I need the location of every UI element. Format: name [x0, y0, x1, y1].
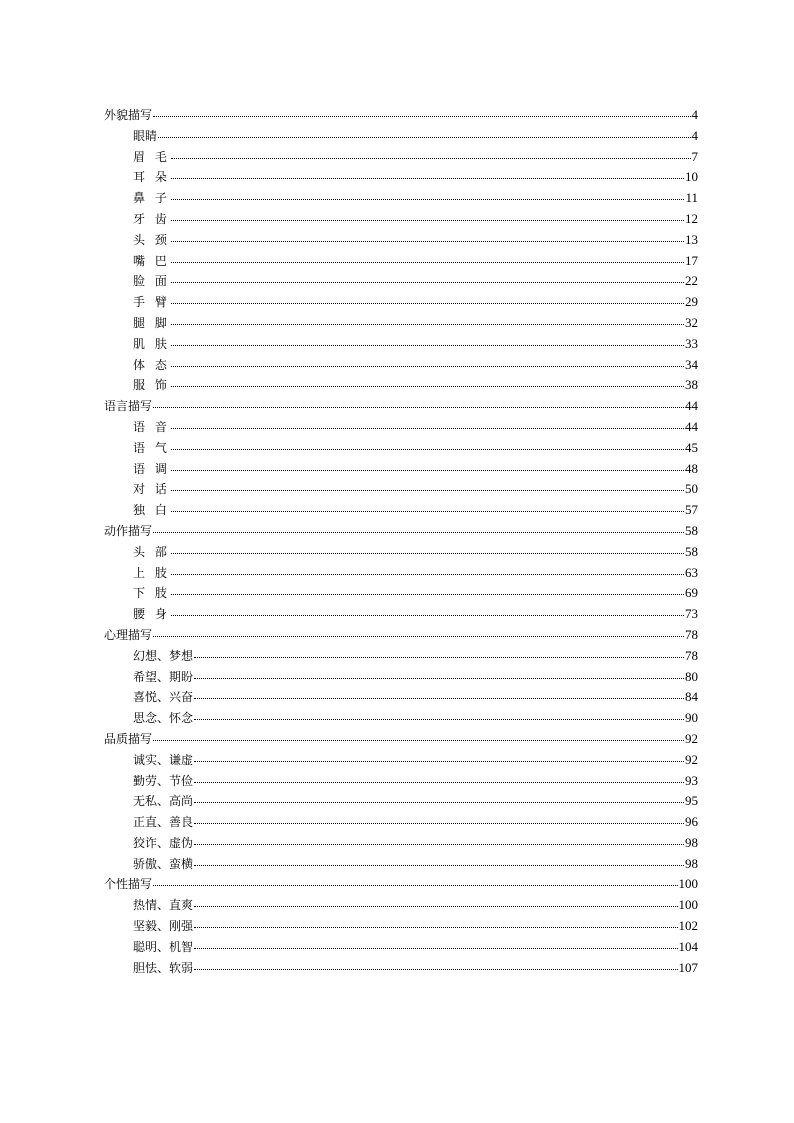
toc-page-number: 45: [685, 439, 698, 455]
toc-entry-title: 品质描写: [104, 731, 153, 746]
toc-entry-title: 语 气: [133, 440, 170, 455]
toc-entry-title: 动作描写: [104, 523, 153, 538]
toc-subsection-entry[interactable]: [104, 313, 698, 334]
toc-page-number: 80: [685, 668, 698, 684]
toc-dot-leader: [194, 802, 684, 803]
toc-subsection-entry[interactable]: [104, 854, 698, 875]
toc-entry-title: 热情、直爽: [133, 898, 194, 913]
toc-dot-leader: [171, 345, 684, 346]
toc-subsection-entry[interactable]: [104, 708, 698, 729]
toc-section-entry[interactable]: [104, 396, 698, 417]
toc-entry-title: 耳 朵: [133, 170, 170, 185]
toc-entry-title: 对 话: [133, 482, 170, 497]
toc-dot-leader: [194, 948, 677, 949]
toc-subsection-entry[interactable]: [104, 916, 698, 937]
toc-subsection-entry[interactable]: [104, 292, 698, 313]
toc-dot-leader: [171, 428, 684, 429]
toc-entry-title: 独 白: [133, 503, 170, 518]
toc-entry-title: 无私、高尚: [133, 794, 194, 809]
toc-page-number: 95: [685, 793, 698, 809]
toc-dot-leader: [171, 553, 684, 554]
toc-page-number: 93: [685, 772, 698, 788]
toc-dot-leader: [194, 865, 684, 866]
toc-subsection-entry[interactable]: [104, 583, 698, 604]
toc-subsection-entry[interactable]: [104, 833, 698, 854]
toc-entry-title: 语 音: [133, 419, 170, 434]
toc-dot-leader: [194, 761, 684, 762]
toc-dot-leader: [171, 511, 684, 512]
toc-subsection-entry[interactable]: [104, 542, 698, 563]
toc-subsection-entry[interactable]: [104, 271, 698, 292]
toc-page-number: 107: [678, 959, 698, 975]
toc-subsection-entry[interactable]: [104, 438, 698, 459]
toc-entry-title: 聪明、机智: [133, 939, 194, 954]
toc-entry-title: 希望、期盼: [133, 669, 194, 684]
toc-entry-title: 牙 齿: [133, 211, 170, 226]
toc-subsection-entry[interactable]: [104, 417, 698, 438]
toc-page-number: 32: [685, 314, 698, 330]
toc-subsection-entry[interactable]: [104, 251, 698, 272]
toc-entry-title: 个性描写: [104, 877, 153, 892]
toc-page-number: 4: [691, 107, 698, 122]
toc-dot-leader: [171, 282, 684, 283]
toc-page-number: 69: [685, 585, 698, 601]
toc-entry-title: 肌 肤: [133, 336, 170, 351]
toc-subsection-entry[interactable]: [104, 750, 698, 771]
toc-entry-title: 头 颈: [133, 232, 170, 247]
toc-entry-title: 上 肢: [133, 565, 170, 580]
toc-page-number: 102: [678, 918, 698, 934]
toc-entry-title: 正直、善良: [133, 815, 194, 830]
toc-page-number: 100: [678, 876, 698, 892]
toc-entry-title: 思念、怀念: [133, 711, 194, 726]
toc-subsection-entry[interactable]: [104, 667, 698, 688]
toc-subsection-entry[interactable]: [104, 500, 698, 521]
toc-entry-title: 下 肢: [133, 586, 170, 601]
toc-page-number: 4: [691, 127, 698, 143]
toc-page-number: 63: [685, 564, 698, 580]
toc-entry-title: 嘴 巴: [133, 253, 170, 268]
toc-page-number: 44: [685, 418, 698, 434]
toc-subsection-entry[interactable]: [104, 937, 698, 958]
toc-dot-leader: [171, 594, 684, 595]
toc-page-number: 84: [685, 689, 698, 705]
toc-dot-leader: [194, 969, 677, 970]
toc-subsection-entry[interactable]: [104, 355, 698, 376]
toc-entry-title: 腰 身: [133, 607, 170, 622]
toc-dot-leader: [171, 220, 684, 221]
toc-entry-title: 眉 毛: [133, 149, 170, 164]
toc-entry-title: 外貌描写: [104, 108, 153, 122]
toc-subsection-entry[interactable]: [104, 563, 698, 584]
toc-dot-leader: [153, 116, 690, 117]
toc-dot-leader: [194, 698, 684, 699]
toc-page-number: 98: [685, 855, 698, 871]
toc-page-number: 92: [685, 751, 698, 767]
toc-page-number: 11: [685, 190, 698, 206]
toc-dot-leader: [171, 158, 691, 159]
table-of-contents: [104, 105, 698, 978]
toc-page-number: 17: [685, 252, 698, 268]
toc-page-number: 44: [685, 398, 698, 414]
toc-page-number: 48: [685, 460, 698, 476]
toc-entry-title: 手 臂: [133, 295, 170, 310]
toc-entry-title: 心理描写: [104, 627, 153, 642]
toc-page-number: 96: [685, 814, 698, 830]
toc-page-number: 90: [685, 710, 698, 726]
toc-subsection-entry[interactable]: [104, 188, 698, 209]
toc-dot-leader: [171, 490, 684, 491]
toc-entry-title: 服 饰: [133, 378, 170, 393]
toc-dot-leader: [171, 324, 684, 325]
toc-subsection-entry[interactable]: [104, 479, 698, 500]
toc-subsection-entry[interactable]: [104, 604, 698, 625]
toc-dot-leader: [194, 906, 677, 907]
toc-dot-leader: [153, 532, 684, 533]
toc-dot-leader: [153, 740, 684, 741]
toc-dot-leader: [158, 137, 690, 138]
toc-dot-leader: [171, 262, 684, 263]
toc-page-number: 12: [685, 210, 698, 226]
toc-dot-leader: [194, 823, 684, 824]
toc-dot-leader: [171, 449, 684, 450]
toc-entry-title: 头 部: [133, 544, 170, 559]
toc-section-entry[interactable]: [104, 105, 698, 126]
toc-page-number: 58: [685, 522, 698, 538]
toc-page-number: 29: [685, 294, 698, 310]
toc-section-entry[interactable]: [104, 729, 698, 750]
toc-dot-leader: [171, 574, 684, 575]
toc-entry-title: 体 态: [133, 357, 170, 372]
toc-subsection-entry[interactable]: [104, 209, 698, 230]
toc-subsection-entry[interactable]: [104, 147, 698, 168]
toc-entry-title: 幻想、梦想: [133, 648, 194, 663]
toc-dot-leader: [171, 241, 684, 242]
toc-subsection-entry[interactable]: [104, 334, 698, 355]
toc-dot-leader: [194, 782, 684, 783]
toc-subsection-entry[interactable]: [104, 687, 698, 708]
toc-page-number: 22: [685, 273, 698, 289]
toc-page-number: 33: [685, 335, 698, 351]
toc-page-number: 104: [678, 938, 698, 954]
toc-subsection-entry[interactable]: [104, 167, 698, 188]
toc-entry-title: 狡诈、虚伪: [133, 835, 194, 850]
toc-dot-leader: [171, 470, 684, 471]
toc-entry-title: 语言描写: [104, 399, 153, 414]
toc-section-entry[interactable]: [104, 625, 698, 646]
toc-page-number: 10: [685, 169, 698, 185]
toc-entry-title: 骄傲、蛮横: [133, 856, 194, 871]
toc-section-entry[interactable]: [104, 874, 698, 895]
toc-page-number: 78: [685, 626, 698, 642]
toc-page-number: 73: [685, 606, 698, 622]
toc-entry-title: 鼻 子: [133, 191, 170, 206]
toc-entry-title: 脸 面: [133, 274, 170, 289]
toc-dot-leader: [171, 199, 685, 200]
toc-subsection-entry[interactable]: [104, 230, 698, 251]
toc-dot-leader: [153, 885, 677, 886]
toc-page-number: 92: [685, 730, 698, 746]
toc-entry-title: 勤劳、节俭: [133, 773, 194, 788]
toc-subsection-entry[interactable]: [104, 646, 698, 667]
toc-subsection-entry[interactable]: [104, 375, 698, 396]
toc-entry-title: 眼睛: [133, 128, 158, 143]
toc-page-number: 13: [685, 231, 698, 247]
toc-page-number: 57: [685, 502, 698, 518]
toc-dot-leader: [171, 386, 684, 387]
toc-dot-leader: [171, 178, 684, 179]
toc-page-number: 98: [685, 834, 698, 850]
toc-dot-leader: [171, 615, 684, 616]
toc-page-number: 100: [678, 897, 698, 913]
toc-dot-leader: [194, 927, 677, 928]
toc-dot-leader: [194, 678, 684, 679]
toc-subsection-entry[interactable]: [104, 958, 698, 979]
toc-entry-title: 坚毅、刚强: [133, 919, 194, 934]
toc-subsection-entry[interactable]: [104, 812, 698, 833]
toc-page-number: 58: [685, 543, 698, 559]
toc-subsection-entry[interactable]: [104, 126, 698, 147]
toc-page-number: 38: [685, 377, 698, 393]
toc-entry-title: 胆怯、软弱: [133, 960, 194, 975]
toc-subsection-entry[interactable]: [104, 771, 698, 792]
toc-dot-leader: [153, 636, 684, 637]
toc-dot-leader: [171, 366, 684, 367]
toc-subsection-entry[interactable]: [104, 459, 698, 480]
toc-section-entry[interactable]: [104, 521, 698, 542]
toc-page-number: 78: [685, 647, 698, 663]
toc-dot-leader: [171, 303, 684, 304]
toc-page-number: 7: [691, 148, 698, 164]
toc-entry-title: 语 调: [133, 461, 170, 476]
toc-dot-leader: [194, 657, 684, 658]
toc-page-number: 50: [685, 481, 698, 497]
toc-subsection-entry[interactable]: [104, 895, 698, 916]
toc-page-number: 34: [685, 356, 698, 372]
toc-dot-leader: [153, 407, 684, 408]
toc-dot-leader: [194, 719, 684, 720]
toc-entry-title: 诚实、谦虚: [133, 752, 194, 767]
toc-entry-title: 喜悦、兴奋: [133, 690, 194, 705]
toc-dot-leader: [194, 844, 684, 845]
toc-entry-title: 腿 脚: [133, 315, 170, 330]
toc-subsection-entry[interactable]: [104, 791, 698, 812]
